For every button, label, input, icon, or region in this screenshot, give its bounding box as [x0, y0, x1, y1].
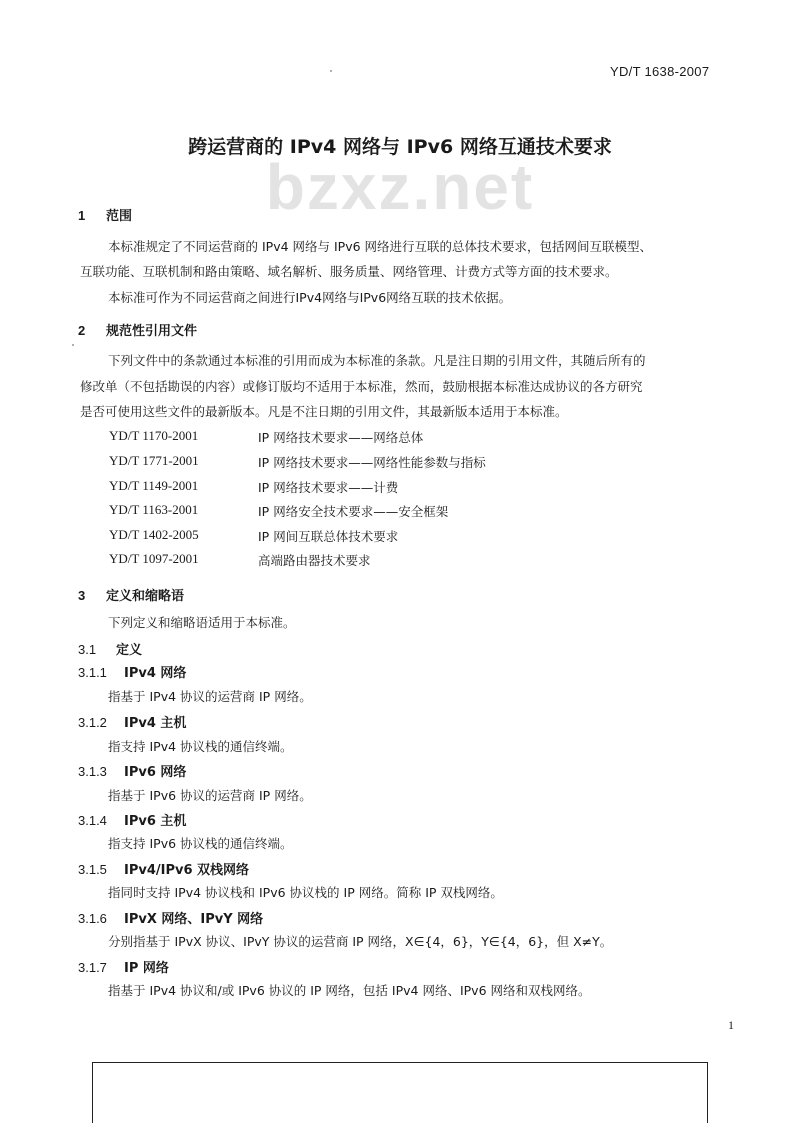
paragraph-line: 下列定义和缩略语适用于本标准。 — [108, 615, 296, 630]
reference-code: YD/T 1771-2001 — [109, 453, 199, 468]
definition-text: 分别指基于 IPvX 协议、IPvY 协议的运营商 IP 网络，X∈{4，6}，Y∈{4，6}，但 X≠Y。 — [108, 934, 613, 949]
watermark: bzxz.net — [265, 151, 535, 223]
document-title: 跨运营商的 IPv4 网络与 IPv6 网络互通技术要求 — [188, 136, 612, 158]
definition-term: IPv4 网络 — [124, 666, 187, 681]
definition-number: 3.1.1 — [78, 665, 107, 680]
reference-title: IP 网络技术要求——网络总体 — [258, 430, 424, 445]
scan-speck — [72, 344, 74, 346]
paragraph-line: 本标准可作为不同运营商之间进行IPv4网络与IPv6网络互联的技术依据。 — [108, 290, 512, 305]
reference-code: YD/T 1170-2001 — [109, 428, 199, 443]
page-number: 1 — [728, 1018, 734, 1032]
definition-number: 3.1.4 — [78, 813, 107, 828]
subsection-3-1-heading — [78, 639, 142, 658]
definition-term: IPv6 主机 — [124, 814, 187, 829]
definition-heading — [78, 662, 186, 681]
reference-title: 高端路由器技术要求 — [258, 553, 371, 568]
definition-text: 指基于 IPv4 协议的运营商 IP 网络。 — [108, 689, 312, 704]
paragraph-line: 互联功能、互联机制和路由策略、域名解析、服务质量、网络管理、计费方式等方面的技术要求。 — [80, 264, 618, 279]
reference-title: IP 网间互联总体技术要求 — [258, 529, 399, 544]
section-number: 1 — [78, 208, 86, 223]
definition-heading — [78, 908, 263, 927]
reference-code: YD/T 1097-2001 — [109, 551, 199, 566]
paragraph-line: 修改单（不包括勘误的内容）或修订版均不适用于本标准，然而，鼓励根据本标准达成协议的各方研究 — [80, 379, 643, 394]
definition-number: 3.1.7 — [78, 960, 107, 975]
reference-code: YD/T 1149-2001 — [109, 478, 199, 493]
definition-term: IP 网络 — [124, 961, 169, 976]
paragraph-line: 下列文件中的条款通过本标准的引用而成为本标准的条款。凡是注日期的引用文件，其随后所有的 — [108, 353, 646, 368]
definition-number: 3.1.5 — [78, 862, 107, 877]
section-title: 范围 — [106, 209, 133, 224]
definition-text: 指同时支持 IPv4 协议栈和 IPv6 协议栈的 IP 网络。简称 IP 双栈网络。 — [108, 885, 503, 900]
section-number: 2 — [78, 323, 86, 338]
definition-term: IPvX 网络、IPvY 网络 — [124, 912, 264, 927]
section-number: 3 — [78, 588, 86, 603]
definition-term: IPv4/IPv6 双栈网络 — [124, 863, 250, 878]
definition-term: IPv4 主机 — [124, 716, 187, 731]
reference-code: YD/T 1163-2001 — [109, 502, 199, 517]
next-page-frame — [92, 1062, 708, 1123]
definition-text: 指基于 IPv4 协议和/或 IPv6 协议的 IP 网络，包括 IPv4 网络、IPv6 网络和双栈网络。 — [108, 983, 591, 998]
definition-heading — [78, 712, 186, 731]
section-title: 规范性引用文件 — [106, 324, 198, 339]
scan-speck — [330, 70, 332, 72]
reference-title: IP 网络技术要求——网络性能参数与指标 — [258, 455, 486, 470]
definition-heading — [78, 957, 169, 976]
definition-term: IPv6 网络 — [124, 765, 187, 780]
definition-number: 3.1.2 — [78, 715, 107, 730]
paragraph-line: 是否可使用这些文件的最新版本。凡是不注日期的引用文件，其最新版本适用于本标准。 — [80, 404, 568, 419]
definition-text: 指基于 IPv6 协议的运营商 IP 网络。 — [108, 788, 312, 803]
definition-text: 指支持 IPv6 协议栈的通信终端。 — [108, 836, 293, 851]
subsection-title: 定义 — [116, 643, 143, 658]
section-title: 定义和缩略语 — [106, 589, 185, 604]
subsection-number: 3.1 — [78, 642, 97, 657]
section-1-heading — [78, 205, 132, 224]
standard-code: YD/T 1638-2007 — [610, 64, 710, 79]
paragraph-line: 本标准规定了不同运营商的 IPv4 网络与 IPv6 网络进行互联的总体技术要求，包括网间互联模型、 — [108, 239, 653, 254]
definition-number: 3.1.3 — [78, 764, 107, 779]
reference-title: IP 网络技术要求——计费 — [258, 480, 399, 495]
reference-title: IP 网络安全技术要求——安全框架 — [258, 504, 449, 519]
definition-text: 指支持 IPv4 协议栈的通信终端。 — [108, 739, 293, 754]
definition-number: 3.1.6 — [78, 911, 107, 926]
definition-heading — [78, 761, 186, 780]
section-2-heading — [78, 320, 197, 339]
definition-heading — [78, 810, 186, 829]
section-3-heading — [78, 585, 184, 604]
definition-heading — [78, 859, 249, 878]
reference-code: YD/T 1402-2005 — [109, 527, 199, 542]
